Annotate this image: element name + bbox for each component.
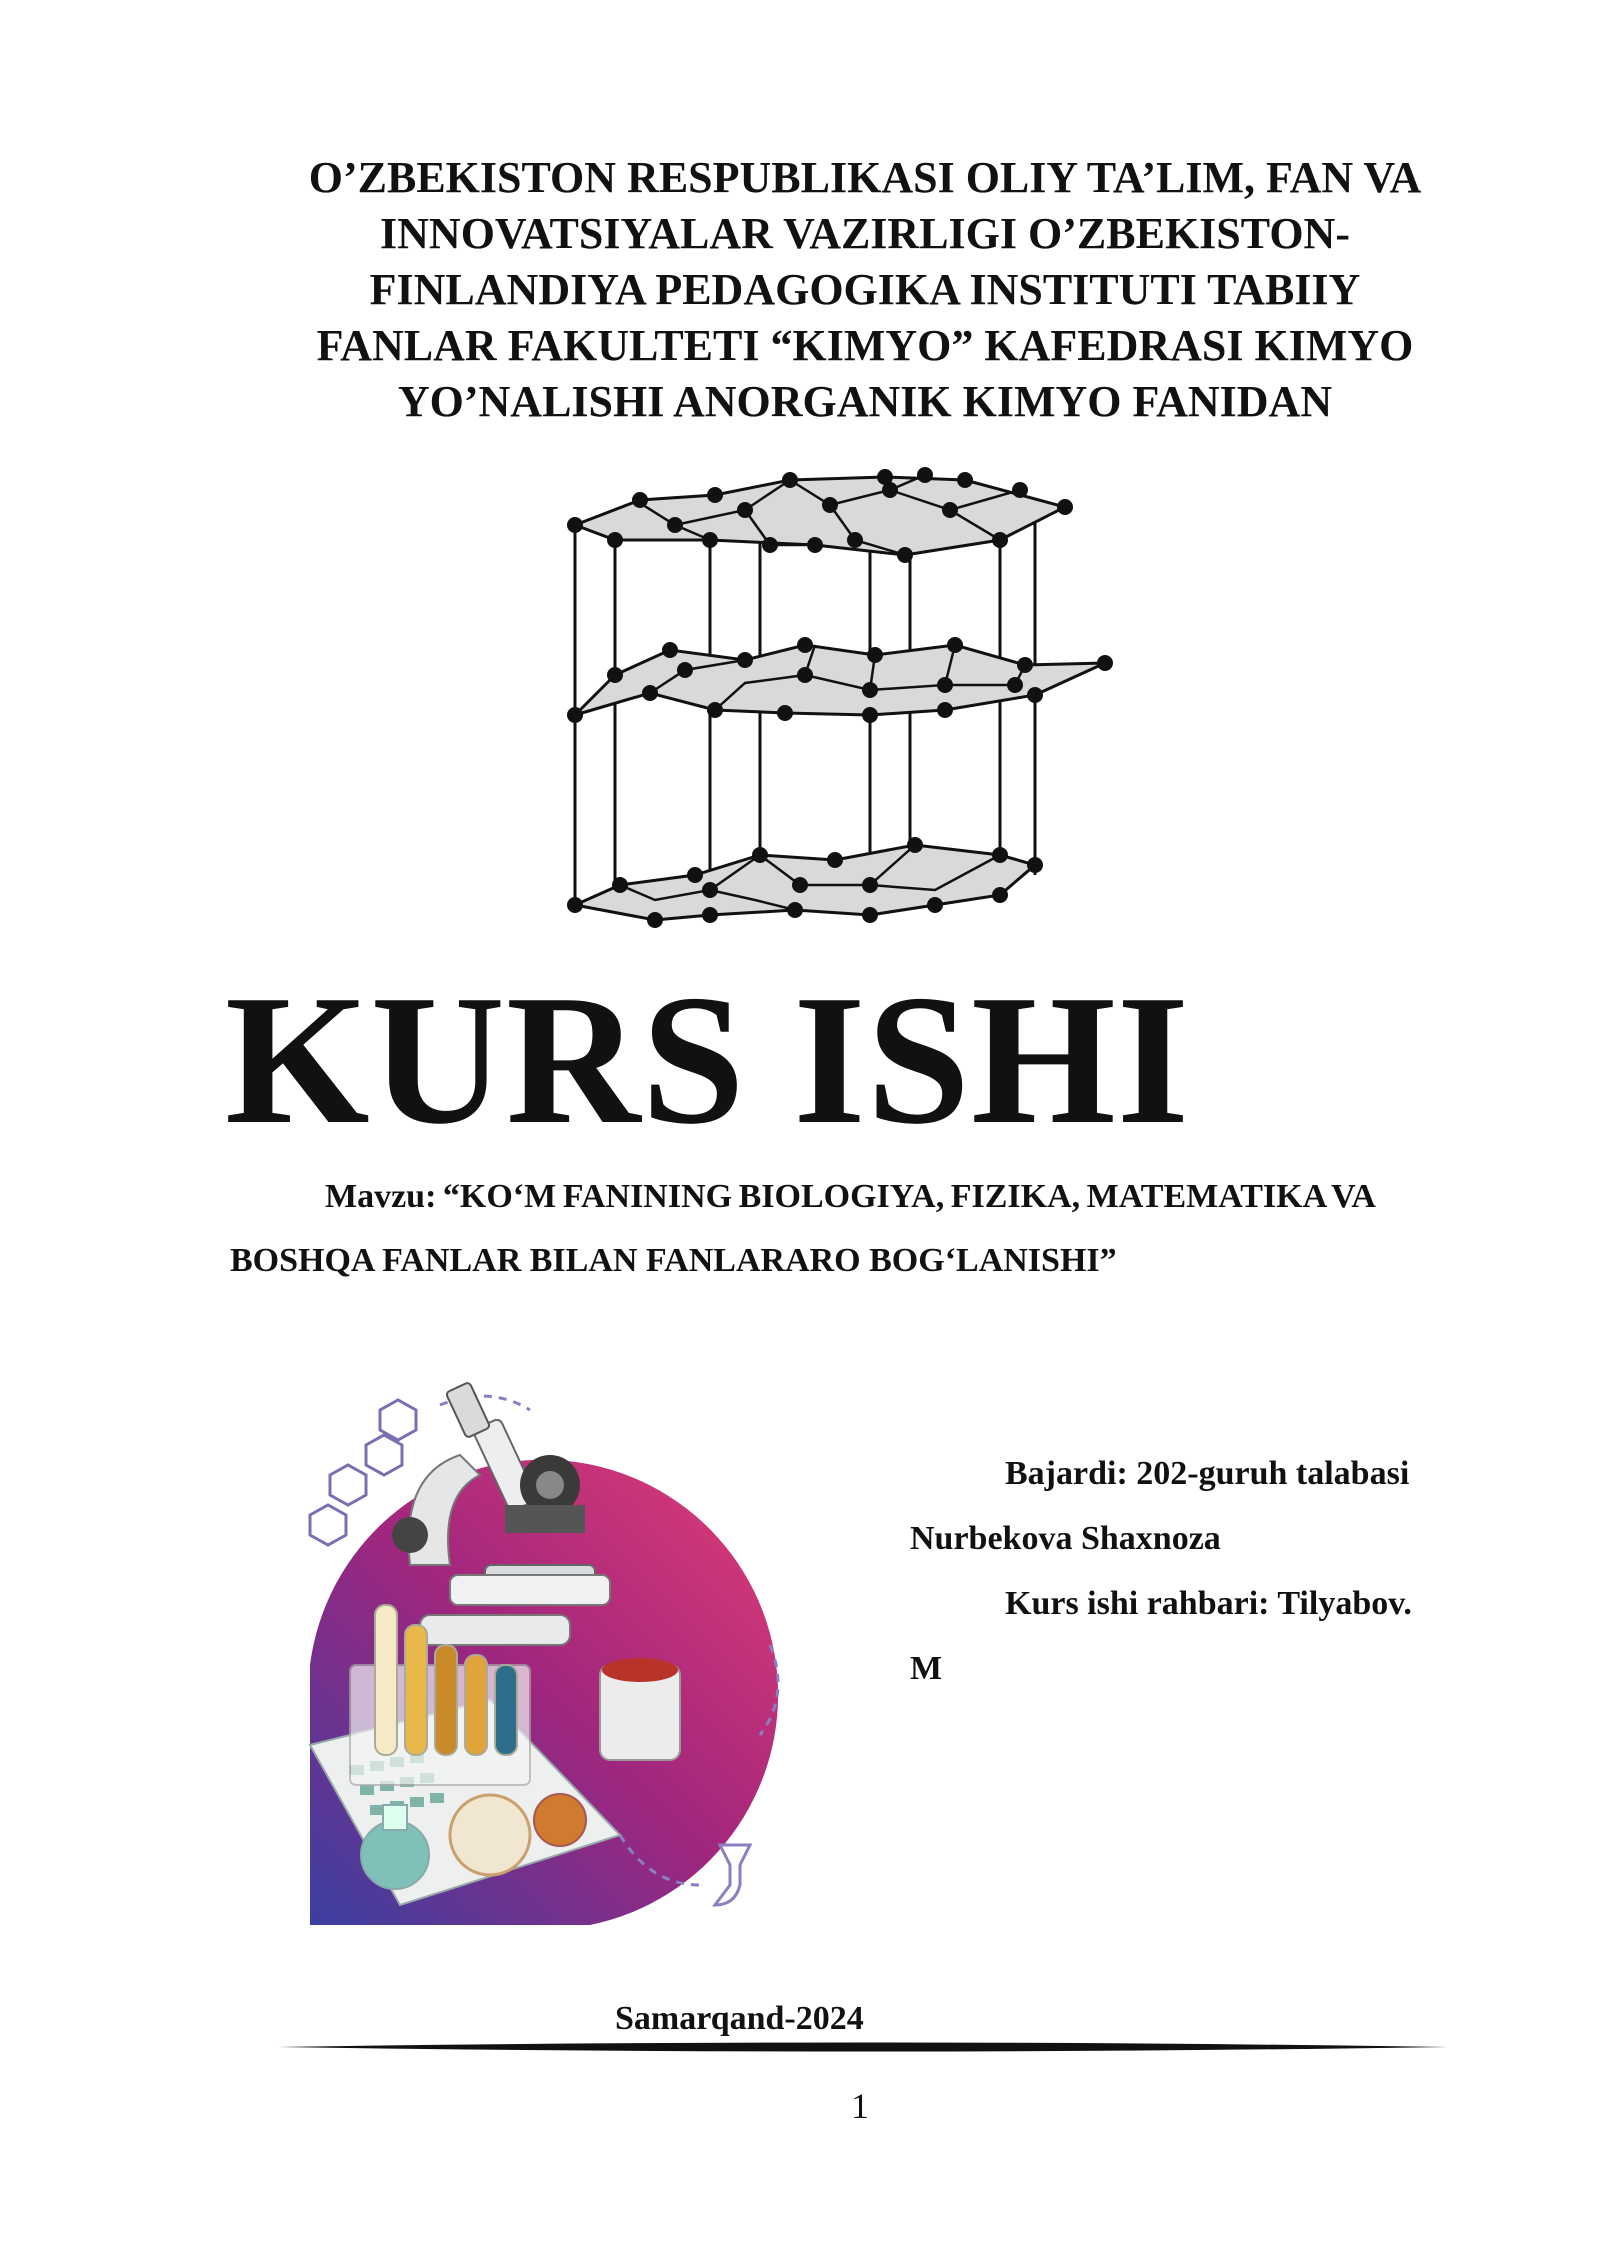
supervisor-initial: M bbox=[910, 1650, 943, 1687]
graphite-lattice-icon bbox=[545, 445, 1125, 945]
header-line: INNOVATSIYALAR VAZIRLIGI O’ZBEKISTON- bbox=[380, 209, 1350, 258]
institution-header bbox=[200, 150, 1530, 430]
topic-line-2: BOSHQA FANLAR BILAN FANLARARO BOG‘LANISHI” bbox=[230, 1242, 1117, 1279]
supervisor-label: Kurs ishi rahbari: Tilyabov. bbox=[1005, 1585, 1412, 1622]
footer-divider bbox=[278, 2040, 1448, 2054]
header-line: YO’NALISHI ANORGANIK KIMYO FANIDAN bbox=[397, 377, 1333, 426]
performer-label: Bajardi: 202-guruh talabasi bbox=[1005, 1455, 1410, 1492]
student-name: Nurbekova Shaxnoza bbox=[910, 1520, 1221, 1557]
page-number: 1 bbox=[851, 2086, 869, 2126]
microscope-lab-icon bbox=[290, 1365, 810, 1935]
header-line: O’ZBEKISTON RESPUBLIKASI OLIY TA’LIM, FAN VA bbox=[308, 153, 1422, 202]
topic-line-1: Mavzu: “KO‘M FANINING BIOLOGIYA, FIZIKA, MATEMATIKA VA bbox=[325, 1178, 1376, 1215]
document-title: KURS ISHI bbox=[225, 957, 1191, 1163]
city-year: Samarqand-2024 bbox=[615, 2000, 864, 2037]
header-line: FINLANDIYA PEDAGOGIKA INSTITUTI TABIIY bbox=[369, 265, 1361, 314]
header-line: FANLAR FAKULTETI “KIMYO” KAFEDRASI KIMYO bbox=[316, 321, 1414, 370]
